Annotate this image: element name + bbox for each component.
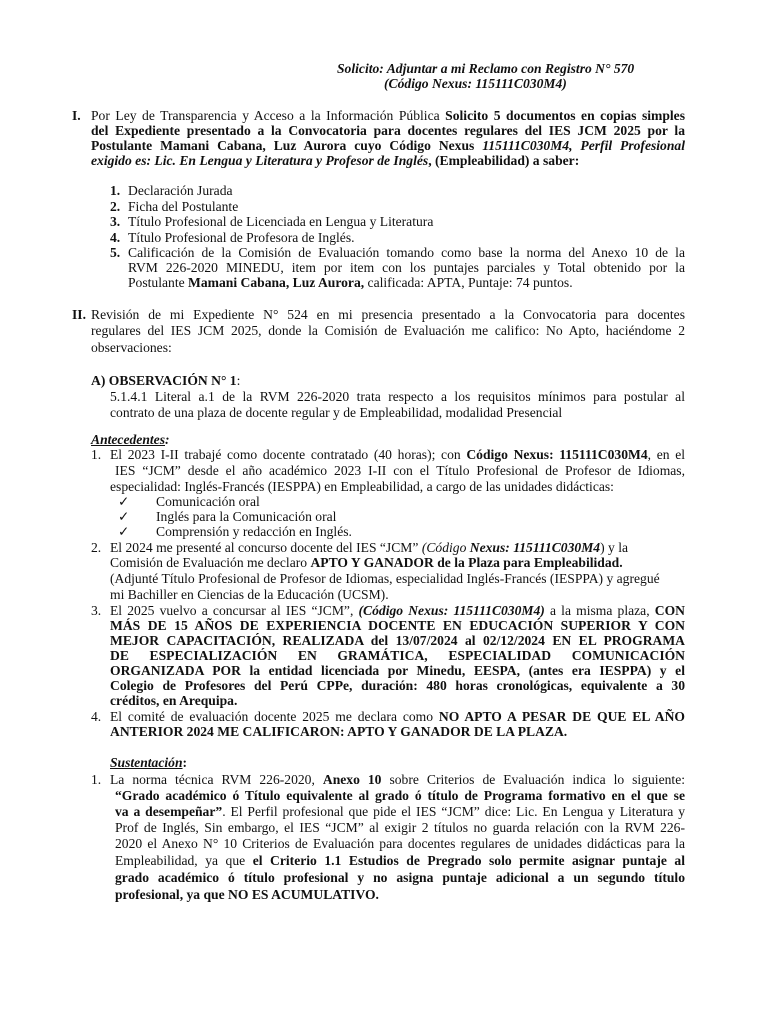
section-numeral-1: I. <box>72 108 81 123</box>
section1-line: Por Ley de Transparencia y Acceso a la Información Pública Solicito 5 documentos en copias simples <box>91 108 685 123</box>
observation-heading: A) OBSERVACIÓN N° 1: <box>91 373 241 388</box>
section1-line: Postulante Mamani Cabana, Luz Aurora cuyo Código Nexus 115111C030M4, Perfil Profesional <box>91 138 685 153</box>
sustentacion-line: Prof de Inglés, Sin embargo, el IES “JCM” al exigir 2 títulos no guarda relación con la RVM 226- <box>115 820 685 835</box>
antecedente-3-line: DE ESPECIALIZACIÓN EN GRAMÁTICA, ESPECIALIDAD COMUNICACIÓN <box>110 648 685 663</box>
sustentacion-line: grado académico ó título profesional y no asigna puntaje adicional a un segundo título <box>115 870 685 885</box>
section2-line: observaciones: <box>91 340 172 355</box>
list-item: Título Profesional de Profesora de Inglés. <box>128 230 355 245</box>
antecedente-3-line: Colegio de Profesores del Perú CPPe, duración: 480 horas cronológicas, equivalente a 30 <box>110 678 685 693</box>
list-number: 4. <box>110 230 121 245</box>
check-icon: ✓ <box>118 494 130 509</box>
antecedente-number: 4. <box>91 709 102 724</box>
sustentacion-line: “Grado académico ó Título equivalente al grado ó título de Programa formativo en el que se <box>115 788 685 803</box>
list-item: Declaración Jurada <box>128 183 233 198</box>
list-item: Título Profesional de Licenciada en Lengua y Literatura <box>128 214 434 229</box>
list-item-continuation: Postulante Mamani Cabana, Luz Aurora, calificada: APTA, Puntaje: 74 puntos. <box>128 275 573 290</box>
list-item: Ficha del Postulante <box>128 199 239 214</box>
list-number: 2. <box>110 199 121 214</box>
request-title: Solicito: Adjuntar a mi Reclamo con Registro N° 570 <box>337 61 635 76</box>
section2-line: Revisión de mi Expediente N° 524 en mi presencia presentado a la Convocatoria para docentes <box>91 307 685 322</box>
list-number: 3. <box>110 214 121 229</box>
antecedente-3-line: créditos, en Arequipa. <box>110 693 238 708</box>
antecedente-1-line: IES “JCM” desde el año académico 2023 I-II con el Título Profesional de Profesor de Idiomas, <box>115 463 685 478</box>
antecedente-2-line: Comisión de Evaluación me declaro APTO Y GANADOR de la Plaza para Empleabilidad. <box>110 555 623 570</box>
antecedente-number: 2. <box>91 540 102 555</box>
list-item-continuation: RVM 226-2020 MINEDU, item por item con los puntajes parciales y Total obtenido por la <box>128 260 685 275</box>
sustentacion-line: Empleabilidad, ya que el Criterio 1.1 Estudios de Pregrado solo permite asignar puntaje al <box>115 853 685 868</box>
list-item: Calificación de la Comisión de Evaluación tomando como base la norma del Anexo 10 de la <box>128 245 685 260</box>
sustentacion-line: va a desempeñar”. El Perfil profesional que pide el IES “JCM” dice: Lic. En Lengua y Literatura y <box>115 804 685 819</box>
observation-text: 5.1.4.1 Literal a.1 de la RVM 226-2020 trata respecto a los requisitos mínimos para postular al <box>110 389 685 404</box>
antecedentes-heading: Antecedentes: <box>91 432 170 447</box>
observation-text: contrato de una plaza de docente regular y de Empleabilidad, modalidad Presencial <box>110 405 563 420</box>
antecedente-2-line: El 2024 me presenté al concurso docente del IES “JCM” (Código Nexus: 115111C030M4) y la <box>110 540 629 555</box>
check-icon: ✓ <box>118 509 130 524</box>
section2-line: regulares del IES JCM 2025, donde la Comisión de Evaluación me califico: No Apto, haciéndome 2 <box>91 323 685 338</box>
list-number: 1. <box>110 183 121 198</box>
list-number: 5. <box>110 245 121 260</box>
section1-line: exigido es: Lic. En Lengua y Literatura y Profesor de Inglés, (Empleabilidad) a saber: <box>91 153 580 168</box>
unit-item: Comprensión y redacción en Inglés. <box>156 524 352 539</box>
antecedente-3-line: El 2025 vuelvo a concursar al IES “JCM”, (Código Nexus: 115111C030M4) a la misma plaza, CON <box>110 603 685 618</box>
antecedente-1-line: El 2023 I-II trabajé como docente contratado (40 horas); con Código Nexus: 115111C030M4, en el <box>110 447 686 462</box>
antecedente-4-line: El comité de evaluación docente 2025 me declara como NO APTO A PESAR DE QUE EL AÑO <box>110 709 685 724</box>
section1-line: del Expediente presentado a la Convocatoria para docentes regulares del IES JCM 2025 por la <box>91 123 685 138</box>
request-nexus-code: (Código Nexus: 115111C030M4) <box>384 76 567 91</box>
unit-item: Inglés para la Comunicación oral <box>156 509 337 524</box>
antecedente-number: 3. <box>91 603 102 618</box>
unit-item: Comunicación oral <box>156 494 260 509</box>
section-numeral-2: II. <box>72 307 86 322</box>
antecedente-number: 1. <box>91 447 102 462</box>
sustentacion-heading: Sustentación: <box>110 755 188 770</box>
sustentacion-line: profesional, ya que NO ES ACUMULATIVO. <box>115 887 379 902</box>
antecedente-3-line: ORGANIZADA POR la entidad licenciada por Minedu, EESPA, (antes era IESPPA) y el <box>110 663 685 678</box>
sustentacion-line: La norma técnica RVM 226-2020, Anexo 10 sobre Criterios de Evaluación indica lo siguiente: <box>110 772 685 787</box>
sustentacion-number: 1. <box>91 772 102 787</box>
sustentacion-line: 2020 el Anexo N° 10 Criterios de Evaluación para docentes regulares de unidades didácticas para la <box>115 836 685 851</box>
check-icon: ✓ <box>118 524 130 539</box>
antecedente-2-line: (Adjunté Título Profesional de Profesor de Idiomas, especialidad Inglés-Francés (IESPPA) y agregué <box>110 571 660 586</box>
antecedente-2-line: mi Bachiller en Ciencias de la Educación (UCSM). <box>110 587 389 602</box>
antecedente-3-line: MEJOR CAPACITACIÓN, REALIZADA del 13/07/2024 al 02/12/2024 EN EL PROGRAMA <box>110 633 685 648</box>
antecedente-3-line: MÁS DE 15 AÑOS DE EXPERIENCIA DOCENTE EN EDUCACIÓN SUPERIOR Y CON <box>110 618 685 633</box>
antecedente-1-line: especialidad: Inglés-Francés (IESPPA) en Empleabilidad, a cargo de las unidades didácticas: <box>110 479 614 494</box>
antecedente-4-line: ANTERIOR 2024 ME CALIFICARON: APTO Y GANADOR DE LA PLAZA. <box>110 724 568 739</box>
